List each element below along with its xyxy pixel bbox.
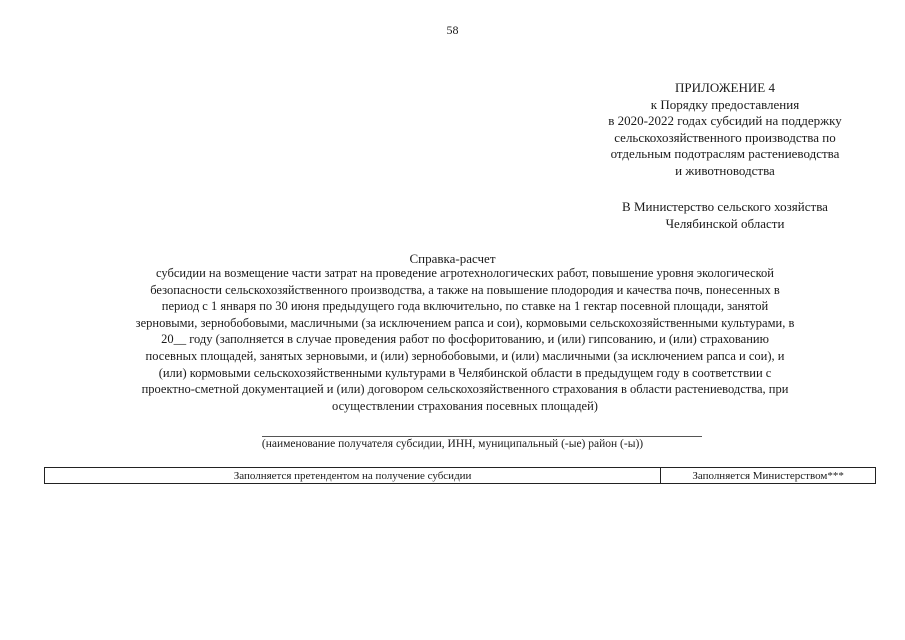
appendix-line: ПРИЛОЖЕНИЕ 4 <box>675 80 775 95</box>
page-number: 58 <box>446 23 459 37</box>
appendix-line: отдельным подотраслям растениеводства <box>610 146 840 161</box>
description-line: зерновыми, зернобобовыми, масличными (за исключением рапса и сои), кормовыми сельскохозяйственными культурами, в <box>135 315 795 330</box>
description-line: 20__ году (заполняется в случае проведения работ по фосфоритованию, и (или) гипсованию, и (или) страхованию <box>161 332 769 347</box>
appendix-line: сельскохозяйственного производства по <box>614 129 836 145</box>
appendix-header <box>560 80 890 179</box>
description-line: посевных площадей, занятых зерновыми, и (или) зернобобовыми, и (или) масличными (за исключением рапса и сои), и <box>145 348 785 363</box>
addressee-line: В Министерство сельского хозяйства <box>622 199 828 214</box>
description-line: проектно-сметной документацией и (или) договором сельскохозяйственного страхования в области растениеводства, при <box>141 382 789 397</box>
description-line: период с 1 января по 30 июня предыдущего года включительно, по ставке на 1 гектар посевной площади, занятой <box>161 299 769 314</box>
appendix-line: в 2020-2022 годах субсидий на поддержку <box>608 113 842 128</box>
addressee-line: Челябинской области <box>665 216 785 231</box>
addressee-block <box>560 198 890 232</box>
document-title: Справка-расчет <box>409 251 496 266</box>
description-line: субсидии на возмещение части затрат на проведение агротехнологических работ, повышение уровня экологической <box>155 266 774 280</box>
form-table <box>44 467 876 484</box>
document-description <box>55 265 875 414</box>
description-line: осуществлении страхования посевных площадей) <box>332 398 598 413</box>
recipient-fill-line <box>262 436 702 437</box>
recipient-caption: (наименование получателя субсидии, ИНН, муниципальный (-ые) район (-ы)) <box>261 438 644 450</box>
ministry-section-header: Заполняется Министерством*** <box>661 468 876 484</box>
description-line: безопасности сельскохозяйственного производства, а также на повышение плодородия и качества почв, понесенных в <box>150 282 780 297</box>
appendix-line: и животноводства <box>675 162 775 178</box>
table-header-row <box>45 468 876 484</box>
applicant-section-header: Заполняется претендентом на получение субсидии <box>45 468 661 484</box>
description-line: (или) кормовыми сельскохозяйственными культурами в Челябинской области в предыдущем году в соответствии с <box>158 365 772 380</box>
appendix-line: к Порядку предоставления <box>650 96 800 112</box>
